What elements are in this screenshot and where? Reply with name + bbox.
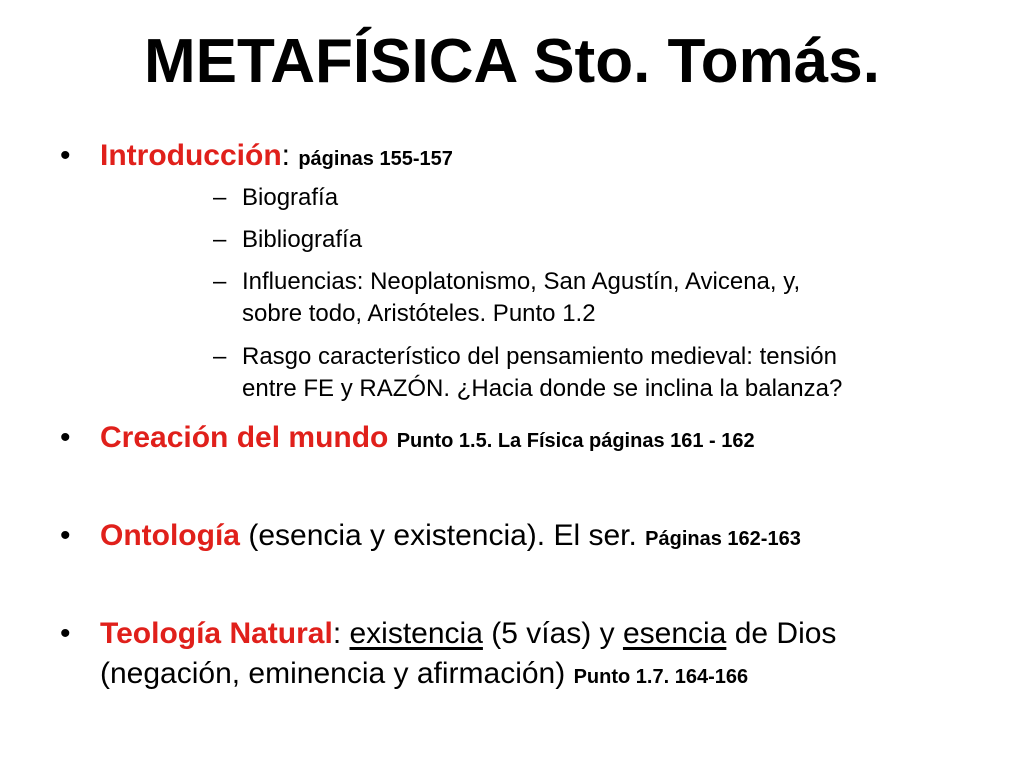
bullet-line — [100, 418, 755, 461]
underlined-esencia: esencia — [622, 617, 727, 650]
heading-ontologia: Ontología — [100, 519, 240, 552]
heading-creacion: Creación del mundo — [100, 421, 389, 454]
bullet-text: (5 vías) y — [491, 617, 615, 650]
bullet-text-tail: de Dios — [734, 617, 837, 650]
subitem-text-continued: entre FE y RAZÓN. ¿Hacia donde se inclina la balanza? — [242, 375, 843, 402]
bullet-text: (esencia y existencia). El ser. — [248, 519, 637, 552]
slide-title: METAFÍSICA Sto. Tomás. — [144, 27, 880, 96]
heading-introduccion: Introducción — [100, 139, 282, 172]
bullet-line — [100, 516, 801, 559]
bullet-line — [100, 614, 836, 654]
bullet-marker: • — [60, 519, 71, 552]
page-reference: Páginas 162-163 — [645, 528, 801, 550]
page-reference: páginas 155-157 — [298, 148, 453, 170]
bullet-marker: • — [60, 617, 71, 650]
bullet-marker: • — [60, 421, 71, 454]
subitem-text: Rasgo característico del pensamiento medieval: tensión — [242, 343, 837, 370]
dash-marker: – — [213, 184, 227, 211]
page-reference: Punto 1.5. La Física páginas 161 - 162 — [396, 430, 755, 452]
subitem-text: Bibliografía — [242, 226, 363, 253]
bullet-marker: • — [60, 139, 71, 172]
colon: : — [281, 139, 290, 172]
dash-marker: – — [213, 343, 227, 370]
subitem-text: Influencias: Neoplatonismo, San Agustín, Avicena, y, — [242, 268, 801, 295]
subitem-text-continued: sobre todo, Aristóteles. Punto 1.2 — [242, 300, 596, 327]
underlined-existencia: existencia — [349, 617, 483, 650]
dash-marker: – — [213, 268, 227, 295]
bullet-line-continued — [100, 654, 748, 697]
subitem-text: Biografía — [242, 184, 339, 211]
bullet-text: (negación, eminencia y afirmación) — [100, 657, 566, 690]
colon: : — [332, 617, 342, 650]
page-reference: Punto 1.7. 164-166 — [573, 666, 749, 688]
dash-marker: – — [213, 226, 227, 253]
bullet-line — [100, 136, 453, 179]
heading-teologia: Teología Natural — [100, 617, 333, 650]
